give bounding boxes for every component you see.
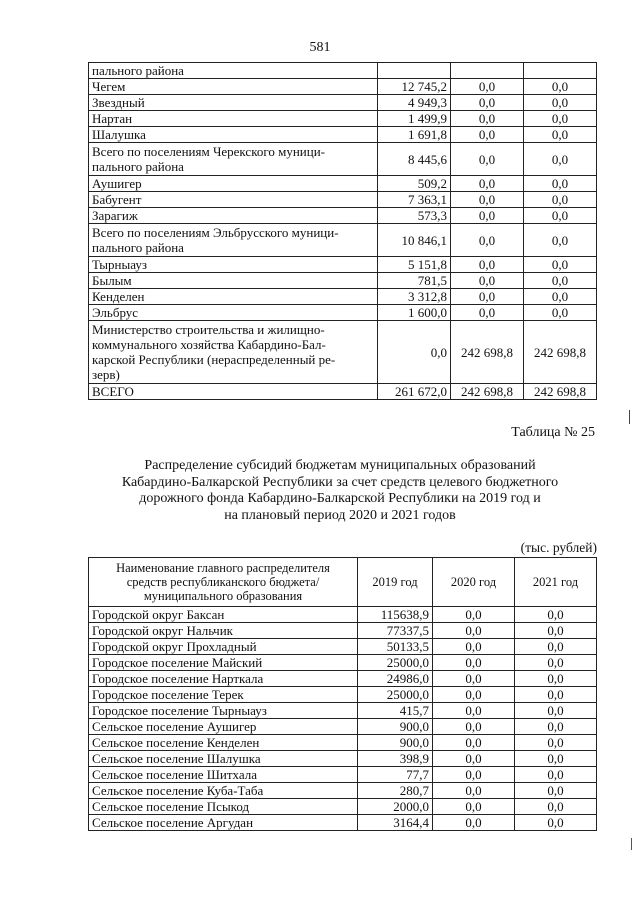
value-2019-cell: 24986,0 (358, 671, 433, 687)
value-2020-cell: 0,0 (450, 143, 523, 176)
value-2019-cell: 10 846,1 (377, 224, 450, 257)
value-2020-cell: 242 698,8 (450, 384, 523, 400)
municipality-name-cell: Городской округ Прохладный (89, 639, 358, 655)
value-2020-cell: 0,0 (450, 79, 523, 95)
header-name-line-3: муниципального образования (143, 589, 303, 603)
value-2021-cell: 0,0 (515, 655, 597, 671)
value-2021-cell: 0,0 (515, 623, 597, 639)
value-2020-cell: 0,0 (450, 192, 523, 208)
table-row (89, 127, 597, 143)
value-2019-cell: 2000,0 (358, 799, 433, 815)
heading-line-2: Кабардино-Балкарской Республики за счет средств целевого бюджетного (121, 474, 559, 490)
value-2019-cell: 115638,9 (358, 607, 433, 623)
row-name-cell: Зарагиж (89, 208, 378, 224)
value-2020-cell: 0,0 (433, 703, 515, 719)
row-name-cell: Былым (89, 273, 378, 289)
value-2021-cell: 0,0 (515, 639, 597, 655)
value-2021-cell: 0,0 (523, 111, 596, 127)
value-2020-cell: 0,0 (450, 224, 523, 257)
table-row (89, 623, 597, 639)
value-2019-cell: 261 672,0 (377, 384, 450, 400)
table-row (89, 607, 597, 623)
table-row (89, 176, 597, 192)
value-2019-cell: 280,7 (358, 783, 433, 799)
value-2021-cell: 0,0 (515, 783, 597, 799)
table-row (89, 273, 597, 289)
header-name-column (89, 558, 358, 607)
table-row (89, 639, 597, 655)
table-number-label: Таблица № 25 (511, 425, 595, 440)
row-name-cell: Министерство строительства и жилищно- коммунального хозяйства Кабардино-Бал- карской Республики (нераспределенный ре- зерв) (89, 321, 378, 384)
value-2021-cell: 0,0 (523, 257, 596, 273)
value-2019-cell: 1 600,0 (377, 305, 450, 321)
table-row (89, 63, 597, 79)
municipality-name-cell: Сельское поселение Аргудан (89, 815, 358, 831)
value-2020-cell (450, 63, 523, 79)
table-row (89, 95, 597, 111)
value-2019-cell: 900,0 (358, 719, 433, 735)
table-row (89, 687, 597, 703)
value-2021-cell: 0,0 (523, 208, 596, 224)
value-2021-cell: 0,0 (523, 176, 596, 192)
table-row (89, 815, 597, 831)
units-note: (тыс. рублей) (520, 540, 597, 555)
municipality-name-cell: Сельское поселение Шалушка (89, 751, 358, 767)
value-2021-cell: 0,0 (523, 79, 596, 95)
table-row (89, 143, 597, 176)
table-row (89, 735, 597, 751)
value-2019-cell: 398,9 (358, 751, 433, 767)
value-2021-cell: 0,0 (515, 799, 597, 815)
value-2020-cell: 0,0 (433, 623, 515, 639)
value-2020-cell: 0,0 (433, 607, 515, 623)
municipality-name-cell: Городской округ Нальчик (89, 623, 358, 639)
row-name-cell: Шалушка (89, 127, 378, 143)
table-row (89, 671, 597, 687)
municipality-name-cell: Сельское поселение Кенделен (89, 735, 358, 751)
value-2020-cell: 0,0 (433, 639, 515, 655)
value-2020-cell: 0,0 (433, 655, 515, 671)
municipality-name-cell: Сельское поселение Шитхала (89, 767, 358, 783)
value-2021-cell: 0,0 (523, 305, 596, 321)
value-2021-cell: 0,0 (515, 703, 597, 719)
municipality-name-cell: Городской округ Баксан (89, 607, 358, 623)
value-2019-cell: 77337,5 (358, 623, 433, 639)
row-name-cell: Звездный (89, 95, 378, 111)
value-2021-cell: 0,0 (523, 143, 596, 176)
value-2020-cell: 0,0 (450, 111, 523, 127)
header-row (89, 558, 597, 607)
value-2019-cell: 900,0 (358, 735, 433, 751)
row-name-cell: Кенделен (89, 289, 378, 305)
table-row (89, 783, 597, 799)
heading-line-3: дорожного фонда Кабардино-Балкарской Республики на 2019 год и (139, 491, 541, 506)
row-name-cell: Чегем (89, 79, 378, 95)
municipality-name-cell: Городское поселение Терек (89, 687, 358, 703)
value-2021-cell: 242 698,8 (523, 384, 596, 400)
value-2020-cell: 0,0 (433, 719, 515, 735)
value-2019-cell: 50133,5 (358, 639, 433, 655)
row-name-cell: ВСЕГО (89, 384, 378, 400)
value-2021-cell: 0,0 (523, 273, 596, 289)
table-row (89, 384, 597, 400)
table-row (89, 751, 597, 767)
value-2020-cell: 0,0 (433, 671, 515, 687)
municipality-name-cell: Сельское поселение Псыкод (89, 799, 358, 815)
value-2020-cell: 0,0 (450, 289, 523, 305)
value-2021-cell (523, 63, 596, 79)
value-2019-cell: 8 445,6 (377, 143, 450, 176)
table-row (89, 305, 597, 321)
value-2020-cell: 0,0 (450, 176, 523, 192)
row-name-cell: Бабугент (89, 192, 378, 208)
value-2019-cell: 25000,0 (358, 687, 433, 703)
subsidy-table-header (89, 558, 597, 607)
value-2020-cell: 0,0 (433, 687, 515, 703)
table-row (89, 208, 597, 224)
value-2021-cell: 0,0 (515, 671, 597, 687)
value-2019-cell: 25000,0 (358, 655, 433, 671)
value-2019-cell: 509,2 (377, 176, 450, 192)
row-name-cell: Всего по поселениям Черекского муници- пального района (89, 143, 378, 176)
value-2019-cell: 5 151,8 (377, 257, 450, 273)
value-2021-cell: 0,0 (515, 735, 597, 751)
table-row (89, 224, 597, 257)
value-2021-cell: 242 698,8 (523, 321, 596, 384)
value-2019-cell: 77,7 (358, 767, 433, 783)
header-2021: 2021 год (515, 558, 597, 607)
table-row (89, 257, 597, 273)
value-2020-cell: 0,0 (450, 208, 523, 224)
margin-mark-bottom (631, 838, 632, 850)
value-2019-cell: 12 745,2 (377, 79, 450, 95)
heading-line-1: Распределение субсидий бюджетам муниципальных образований (144, 458, 536, 473)
value-2019-cell: 781,5 (377, 273, 450, 289)
value-2021-cell: 0,0 (523, 95, 596, 111)
row-name-cell: Всего по поселениям Эльбрусского муници- пального района (89, 224, 378, 257)
value-2020-cell: 0,0 (433, 735, 515, 751)
table-row (89, 719, 597, 735)
municipality-name-cell: Городское поселение Тырныауз (89, 703, 358, 719)
value-2019-cell: 415,7 (358, 703, 433, 719)
value-2020-cell: 0,0 (450, 95, 523, 111)
value-2019-cell: 573,3 (377, 208, 450, 224)
table-row (89, 79, 597, 95)
value-2019-cell: 0,0 (377, 321, 450, 384)
municipality-name-cell: Сельское поселение Аушигер (89, 719, 358, 735)
value-2021-cell: 0,0 (515, 607, 597, 623)
table-row (89, 767, 597, 783)
value-2019-cell: 1 691,8 (377, 127, 450, 143)
table-row (89, 655, 597, 671)
header-2020: 2020 год (433, 558, 515, 607)
table-row (89, 111, 597, 127)
margin-mark (629, 410, 630, 424)
table-row (89, 289, 597, 305)
allocation-table-continued (88, 62, 597, 400)
header-2019: 2019 год (358, 558, 433, 607)
table-row (89, 192, 597, 208)
value-2020-cell: 0,0 (433, 783, 515, 799)
value-2021-cell: 0,0 (515, 719, 597, 735)
subsidy-table (88, 557, 597, 831)
row-name-cell: Эльбрус (89, 305, 378, 321)
value-2021-cell: 0,0 (515, 687, 597, 703)
row-name-cell: Тырныауз (89, 257, 378, 273)
value-2019-cell: 7 363,1 (377, 192, 450, 208)
value-2020-cell: 0,0 (450, 305, 523, 321)
value-2020-cell: 0,0 (433, 799, 515, 815)
value-2021-cell: 0,0 (523, 224, 596, 257)
value-2021-cell: 0,0 (523, 289, 596, 305)
table-row (89, 703, 597, 719)
header-name-line-2: средств республиканского бюджета/ (126, 575, 320, 589)
allocation-table-body (89, 63, 597, 400)
header-name-line-1: Наименование главного распределителя (116, 561, 330, 575)
municipality-name-cell: Сельское поселение Куба-Таба (89, 783, 358, 799)
municipality-name-cell: Городское поселение Майский (89, 655, 358, 671)
value-2020-cell: 0,0 (450, 273, 523, 289)
row-name-cell: пального района (89, 63, 378, 79)
value-2020-cell: 0,0 (450, 257, 523, 273)
value-2020-cell: 0,0 (433, 815, 515, 831)
value-2020-cell: 242 698,8 (450, 321, 523, 384)
subsidy-table-body (89, 607, 597, 831)
value-2019-cell: 3 312,8 (377, 289, 450, 305)
value-2019-cell (377, 63, 450, 79)
table-row (89, 321, 597, 384)
row-name-cell: Нартан (89, 111, 378, 127)
row-name-cell: Аушигер (89, 176, 378, 192)
value-2020-cell: 0,0 (433, 767, 515, 783)
page-number: 581 (309, 40, 331, 55)
value-2019-cell: 1 499,9 (377, 111, 450, 127)
value-2019-cell: 3164,4 (358, 815, 433, 831)
value-2019-cell: 4 949,3 (377, 95, 450, 111)
value-2021-cell: 0,0 (515, 751, 597, 767)
table-row (89, 799, 597, 815)
municipality-name-cell: Городское поселение Нарткала (89, 671, 358, 687)
value-2020-cell: 0,0 (433, 751, 515, 767)
value-2021-cell: 0,0 (515, 767, 597, 783)
value-2021-cell: 0,0 (523, 192, 596, 208)
value-2021-cell: 0,0 (515, 815, 597, 831)
value-2021-cell: 0,0 (523, 127, 596, 143)
value-2020-cell: 0,0 (450, 127, 523, 143)
heading-line-4: на плановый период 2020 и 2021 годов (224, 507, 456, 523)
table-heading (60, 458, 620, 524)
